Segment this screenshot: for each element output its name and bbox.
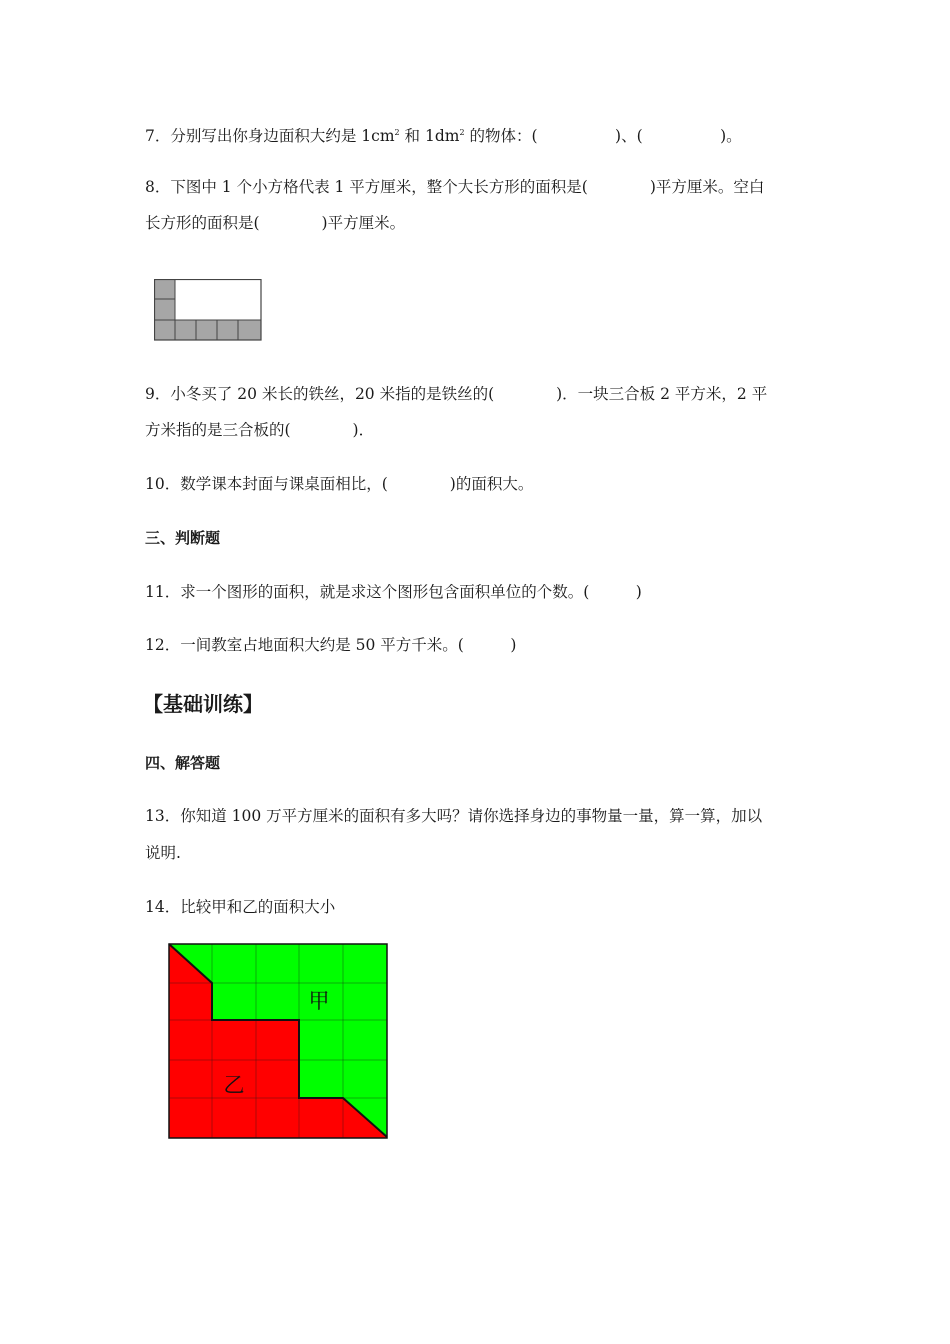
question-13-line1: 13．你知道 100 万平方厘米的面积有多大吗？请你选择身边的事物量一量，算一算，加以 xyxy=(145,807,763,825)
question-8-line1: 8．下图中 1 个小方格代表 1 平方厘米，整个大长方形的面积是( )平方厘米。空白 xyxy=(145,178,765,196)
question-8-line2: 长方形的面积是( )平方厘米。 xyxy=(145,214,406,232)
label-jia: 甲 xyxy=(308,989,330,1013)
question-12: 12．一间教室占地面积大约是 50 平方千米。( ) xyxy=(145,636,517,654)
question-10: 10．数学课本封面与课桌面相比，( )的面积大。 xyxy=(145,475,534,493)
question-11: 11．求一个图形的面积，就是求这个图形包含面积单位的个数。( ) xyxy=(145,583,642,601)
area-comparison-figure xyxy=(168,943,388,1139)
question-7: 7．分别写出你身边面积大约是 $1cm^2$ 和 $1dm^2$ 的物体：( )、( )。 xyxy=(145,127,742,145)
question-9-line1: 9．小冬买了 20 米长的铁丝，20 米指的是铁丝的( )．一块三合板 2 平方米，2 平 xyxy=(145,385,768,403)
section-3-title: 三、判断题 xyxy=(145,529,221,547)
question-13-line2: 说明. xyxy=(145,844,181,862)
rectangle-grid-figure xyxy=(154,279,262,341)
basic-training-title: 【基础训练】 xyxy=(143,692,263,716)
question-14: 14．比较甲和乙的面积大小 xyxy=(145,898,336,916)
label-yi: 乙 xyxy=(223,1073,245,1097)
question-9-line2: 方米指的是三合板的( )． xyxy=(145,421,375,439)
section-4-title: 四、解答题 xyxy=(145,754,221,772)
